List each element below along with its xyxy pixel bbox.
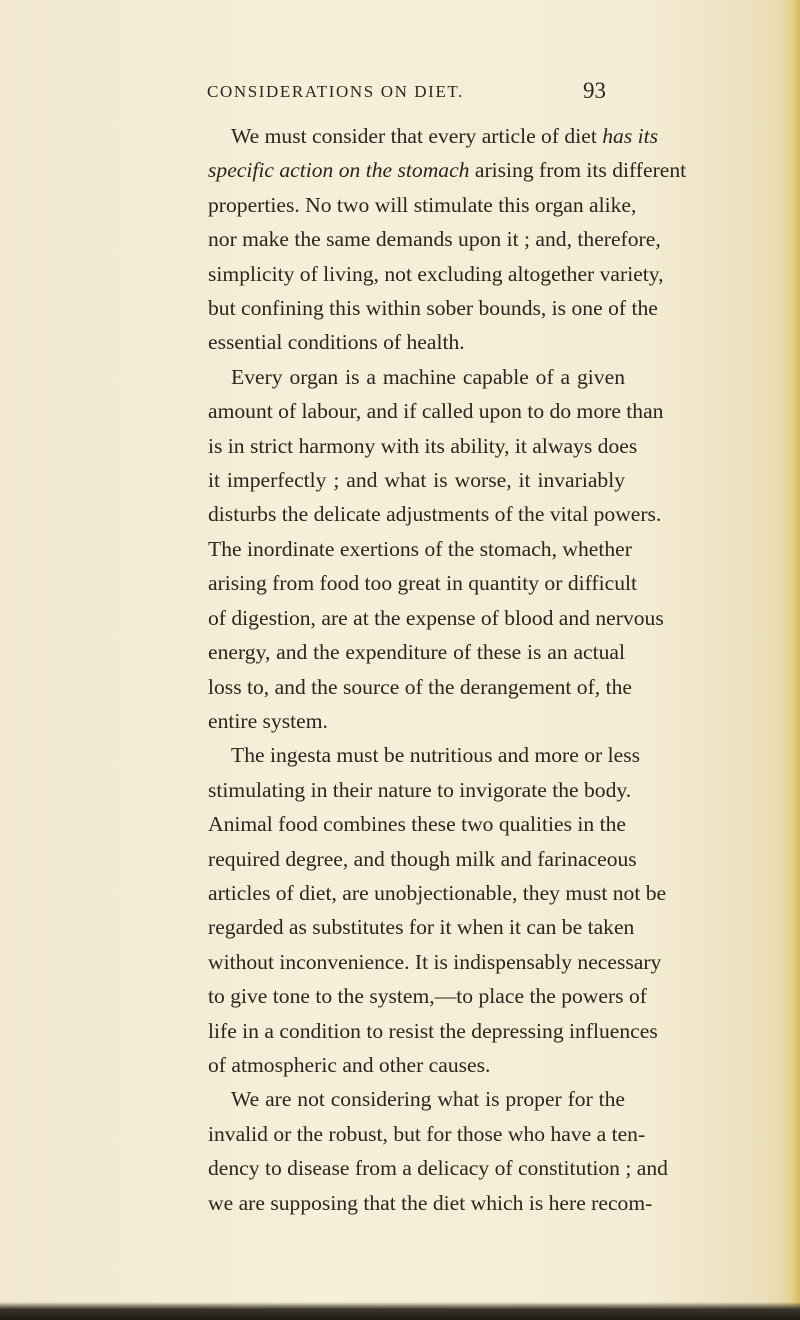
text-line: We are not considering what is proper for the [231, 1087, 625, 1112]
running-head: CONSIDERATIONS ON DIET. [207, 82, 465, 101]
text-line: We must consider that every article of diet has its [231, 124, 659, 148]
page-number: 93 [583, 78, 606, 103]
text-line: energy, and the expenditure of these is an actual [208, 640, 625, 665]
text-line: we are supposing that the diet which is here recom- [208, 1190, 653, 1215]
text-line: The ingesta must be nutritious and more or less [231, 743, 641, 768]
page-edge-bottom [0, 1302, 800, 1320]
text-line: dency to disease from a delicacy of constitution ; and [208, 1156, 668, 1181]
text-line: disturbs the delicate adjustments of the vital powers. [208, 502, 662, 527]
text-line: simplicity of living, not excluding altogether variety, [208, 261, 664, 286]
text-line: but confining this within sober bounds, is one of the [208, 296, 658, 321]
italic-text: specific action on the stomach [208, 158, 470, 183]
paragraph [208, 360, 664, 738]
text-line: specific action on the stomach arising from its different [208, 158, 687, 183]
text-line: of atmospheric and other causes. [208, 1052, 491, 1077]
paragraph [208, 119, 687, 360]
text-line: entire system. [208, 708, 328, 733]
text-line: life in a condition to resist the depressing influences [208, 1018, 658, 1043]
text-line: invalid or the robust, but for those who have a ten- [208, 1121, 646, 1146]
text-line: arising from food too great in quantity or difficult [208, 571, 637, 596]
text-line: Animal food combines these two qualities in the [208, 812, 626, 837]
text-line: articles of diet, are unobjectionable, they must not be [208, 880, 667, 905]
text-line: is in strict harmony with its ability, it always does [208, 433, 638, 458]
text-line: required degree, and though milk and farinaceous [208, 846, 637, 871]
text-line: it imperfectly ; and what is worse, it invariably [208, 468, 625, 493]
italic-text: has its [602, 124, 659, 148]
paragraph [208, 738, 667, 1082]
text-line: regarded as substitutes for it when it can be taken [208, 915, 635, 940]
text-line: stimulating in their nature to invigorate the body. [208, 777, 632, 802]
body-text [208, 119, 687, 1220]
text-line: nor make the same demands upon it ; and, therefore, [208, 227, 661, 252]
text-line: without inconvenience. It is indispensably necessary [208, 949, 662, 974]
text-line: essential conditions of health. [208, 330, 465, 355]
page-header [0, 78, 800, 108]
text-line: loss to, and the source of the derangement of, the [208, 674, 632, 699]
text-line: of digestion, are at the expense of blood and nervous [208, 605, 664, 630]
text-line: Every organ is a machine capable of a given [231, 364, 625, 389]
paragraph [208, 1082, 668, 1220]
text-line: properties. No two will stimulate this organ alike, [208, 192, 637, 217]
text-line: The inordinate exertions of the stomach, whether [208, 536, 632, 561]
text-line: to give tone to the system,—to place the powers of [208, 984, 647, 1009]
page-edge-right [782, 0, 800, 1320]
text-line: amount of labour, and if called upon to do more than [208, 399, 664, 424]
